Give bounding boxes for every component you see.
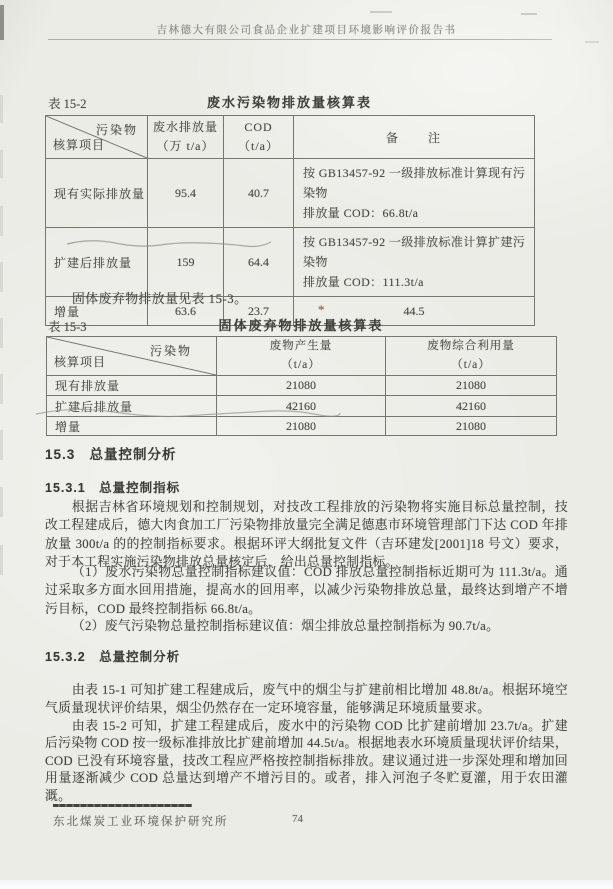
scan-artifact [521,13,537,15]
value-expansion-utilized: 42160 [386,396,557,417]
asterisk-mark: * [318,302,325,317]
footer-organization: 东北煤炭工业环境保护研究所 [53,816,229,828]
value-existing-produced: 21080 [217,376,386,396]
running-header-title: 吉林德大有限公司食品企业扩建项目环境影响评价报告书 [156,25,457,36]
scan-edge-mark [0,262,3,292]
value-existing-wastewater: 95.4 [148,159,224,228]
column-header-waste-utilized: 废物综合利用量 （t/a） [386,337,557,376]
paragraph-analysis-air: 由表 15-1 可知扩建工程建成后，废气中的烟尘与扩建前相比增加 48.8t/a。根据环境空气质量现状评价结果，烟尘仍然存在一定环境容量，能够满足环境质量要求。 [45,683,568,716]
row-label-existing: 现有实际排放量 [46,159,148,228]
corner-label-pollutant: 污染物 [95,123,138,137]
table-15-3-label: 表 15-3 [48,320,87,334]
value-increment-produced: 21080 [217,417,386,436]
value-expansion-wastewater: 159 [148,228,224,297]
value-existing-utilized: 21080 [386,376,557,396]
column-header-wastewater: 废水排放量 （万 t/a） [148,116,224,159]
remark-existing: 按 GB13457-92 一级排放标准计算现有污染物 排放量 COD：66.8t/a [294,159,535,228]
table-15-3-title: 固体废弃物排放量核算表 [218,318,384,333]
remark-expansion: 按 GB13457-92 一级排放标准计算扩建污染物 排放量 COD：111.3t/a [294,228,535,297]
table-15-2-corner-cell [46,116,148,159]
header-rule [48,39,552,40]
scan-artifact [370,11,392,13]
table-15-3-corner-cell [47,337,217,376]
scan-edge-mark [0,487,3,517]
value-increment-cod: 23.7 [224,297,294,326]
section-heading-15-3-2: 15.3.2 总量控制分析 [45,650,181,664]
row-label-increment: 增量 [47,417,217,436]
column-header-cod: COD （t/a） [224,116,294,159]
scan-bottom-edge [0,880,613,889]
corner-label-pollutant: 污染物 [149,344,192,358]
corner-label-item: 核算项目 [53,138,106,152]
page-number: 74 [292,813,303,825]
remark-increment: * 44.5 [294,297,535,326]
table-15-3 [46,336,557,436]
paragraph-gas-suggestion: （2）废气污染物总量控制指标建议值：烟尘排放总量控制指标为 90.7t/a。 [71,619,500,633]
table-15-2-label: 表 15-2 [48,97,87,111]
row-label-existing: 现有排放量 [47,376,217,396]
column-header-waste-produced: 废物产生量 （t/a） [217,337,386,376]
scan-edge-mark [0,150,3,178]
scan-edge-mark [0,95,3,123]
value-expansion-produced: 42160 [217,396,386,417]
row-label-after-expansion: 扩建后排放量 [47,396,217,417]
scan-edge-mark [0,5,4,40]
paragraph-wastewater-suggestion: （1）废水污染物总量控制指标建议值：COD 排放总量控制指标近期可为 111.3t/a。通过采取多方面水回用措施，提高水的回用率，以减少污染物排放总量，最终达到增产不增污目标，COD 最终控制指标 66.8t/a。 [45,565,568,616]
value-increment-wastewater: 63.6 [148,297,224,326]
section-heading-15-3: 15.3 总量控制分析 [45,447,177,462]
scan-edge-mark [0,318,3,348]
scan-edge-mark [0,430,3,460]
scan-edge-mark [0,374,3,404]
value-existing-cod: 40.7 [224,159,294,228]
row-label-increment: 增量 [46,297,148,326]
paragraph-total-control-index: 根据吉林省环境规划和控制规划，对技改工程排放的污染物将实施目标总量控制，技改工程建成后，德大肉食加工厂污染物排放量完全满足德惠市环境管理部门下达 COD 年排放量 300t/a 的的控制指标要求。根据环评大纲批复文件（吉环建发[2001]18 号文）要求，对于本工程实施污染物排放总量核定后，给出总量控制指标。 [45,500,568,570]
paragraph-analysis-water: 由表 15-2 可知，扩建工程建成后，废水中的污染物 COD 比扩建前增加 23.7t/a。扩建后污染物 COD 按一级标准排放比扩建前增加 44.5t/a。根据地表水环境质量现状评价结果，COD 已没有环境容量，技改工程应严格按控制指标排放。建议通过进一步深处理和增加回用量逐渐减少 COD 总量达到增产不增污目的。或者，排入河泡子冬贮夏灌，用于农田灌溉。 [45,719,568,803]
value-expansion-cod: 64.4 [224,228,294,297]
scan-edge-mark [0,545,3,575]
scan-artifact [585,41,599,43]
value-increment-utilized: 21080 [386,417,557,436]
footnote-rule [53,804,192,807]
column-header-remark: 备 注 [294,116,535,159]
corner-label-item: 核算项目 [54,355,107,369]
table-15-2-title: 废水污染物排放量核算表 [206,95,372,110]
section-heading-15-3-1: 15.3.1 总量控制指标 [45,481,181,495]
row-label-after-expansion: 扩建后排放量 [46,228,148,297]
scan-edge-mark [0,206,3,236]
note-see-table-15-3: 固体废弃物排放量见表 15-3。 [72,292,248,306]
